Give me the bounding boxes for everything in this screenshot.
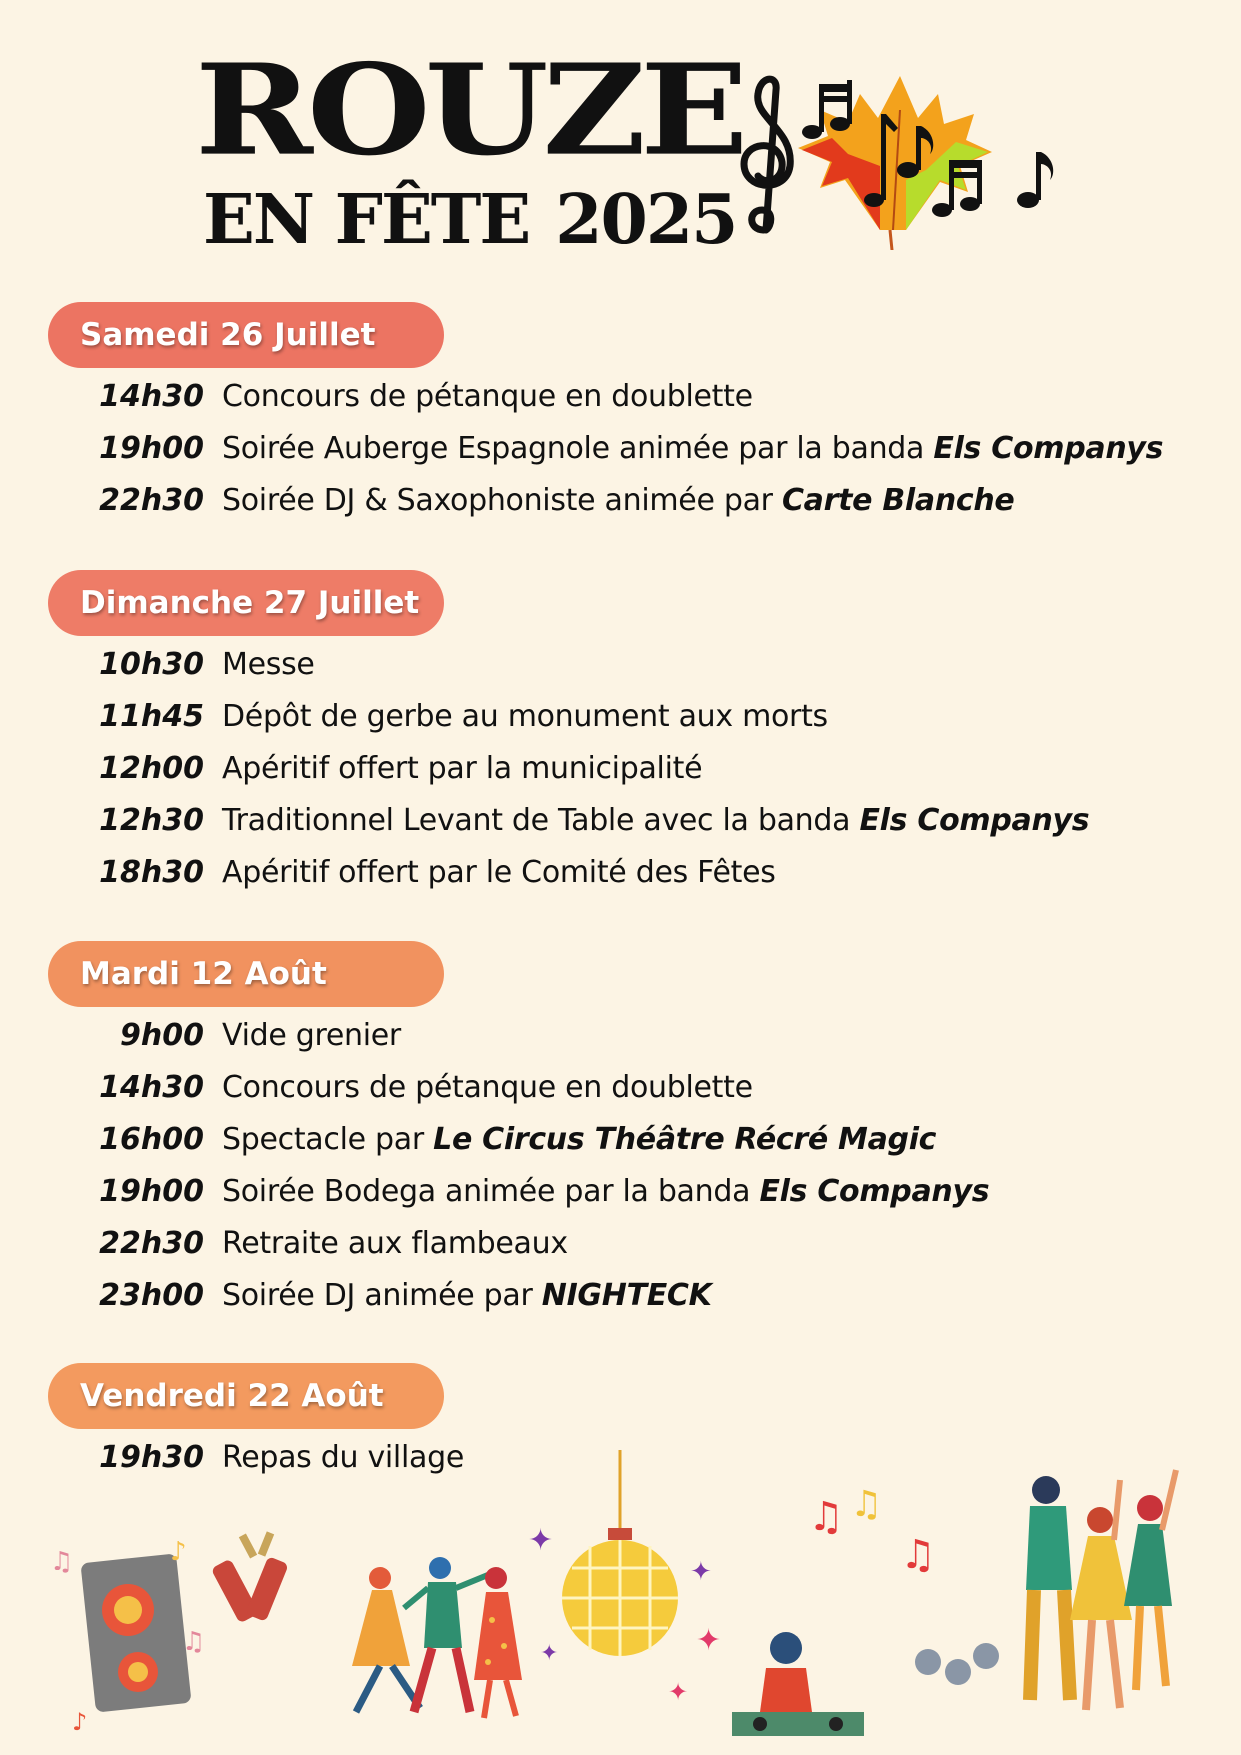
list-item <box>0 795 1241 847</box>
event-description: Messe <box>222 647 315 682</box>
page-subtitle <box>203 180 737 260</box>
treble-clef-icon <box>744 79 790 230</box>
music-notes-leaf-icon <box>730 70 1070 250</box>
event-list-day-2 <box>0 639 1241 899</box>
champagne-bottles-icon <box>211 1531 289 1623</box>
event-list-day-1 <box>0 371 1241 527</box>
list-item <box>0 639 1241 691</box>
event-time: 12h30 <box>99 803 204 838</box>
event-time: 14h30 <box>99 1070 204 1105</box>
svg-text:✦: ✦ <box>528 1523 554 1558</box>
event-description: Soirée Bodega animée par la banda Els Companys <box>222 1174 990 1209</box>
event-description: Repas du village <box>222 1440 464 1475</box>
event-time: 11h45 <box>99 699 204 734</box>
event-description: Soirée Auberge Espagnole animée par la banda Els Companys <box>222 431 1164 466</box>
event-description: Soirée DJ & Saxophoniste animée par Carte Blanche <box>222 483 1015 518</box>
list-item <box>0 743 1241 795</box>
dj-icon <box>732 1484 936 1736</box>
svg-text:♪: ♪ <box>170 1537 187 1567</box>
party-crowd-icon <box>1026 1470 1176 1710</box>
list-item <box>0 1114 1241 1166</box>
svg-text:♫: ♫ <box>50 1547 74 1577</box>
festival-illustrations <box>0 1450 1241 1750</box>
list-item <box>0 423 1241 475</box>
event-description: Spectacle par Le Circus Théâtre Récré Magic <box>222 1122 937 1157</box>
event-description: Traditionnel Levant de Table avec la banda Els Companys <box>222 803 1090 838</box>
subtitle-year: 2025 <box>555 180 737 260</box>
svg-text:♪: ♪ <box>72 1708 88 1736</box>
event-performer: Le Circus Théâtre Récré Magic <box>433 1122 937 1157</box>
svg-text:✦: ✦ <box>668 1678 689 1706</box>
list-item <box>0 371 1241 423</box>
dancing-people-icon <box>352 1557 522 1718</box>
svg-text:✦: ✦ <box>540 1641 559 1666</box>
list-item <box>0 1166 1241 1218</box>
event-description: Retraite aux flambeaux <box>222 1226 568 1261</box>
event-time: 14h30 <box>99 379 204 414</box>
subtitle-en-fete: EN FÊTE <box>203 180 530 260</box>
svg-text:✦: ✦ <box>690 1557 712 1587</box>
day-header-vendredi: Vendredi 22 Août <box>48 1363 444 1429</box>
svg-text:✦: ✦ <box>696 1623 722 1658</box>
event-description: Apéritif offert par le Comité des Fêtes <box>222 855 776 890</box>
list-item <box>0 1270 1241 1322</box>
event-time: 22h30 <box>99 483 204 518</box>
event-time: 22h30 <box>99 1226 204 1261</box>
event-performer: NIGHTECK <box>541 1278 712 1313</box>
event-time: 19h00 <box>99 1174 204 1209</box>
event-performer: Els Companys <box>933 431 1164 466</box>
list-item <box>0 691 1241 743</box>
day-header-dimanche: Dimanche 27 Juillet <box>48 570 444 636</box>
event-description: Apéritif offert par la municipalité <box>222 751 703 786</box>
event-performer: Els Companys <box>759 1174 990 1209</box>
event-time: 18h30 <box>99 855 204 890</box>
svg-text:♫: ♫ <box>808 1494 844 1540</box>
event-performer: Els Companys <box>859 803 1090 838</box>
event-time: 23h00 <box>99 1278 204 1313</box>
list-item <box>0 1062 1241 1114</box>
day-header-samedi: Samedi 26 Juillet <box>48 302 444 368</box>
petanque-balls-icon <box>915 1643 999 1685</box>
event-time: 9h00 <box>120 1018 204 1053</box>
day-header-mardi: Mardi 12 Août <box>48 941 444 1007</box>
event-description: Vide grenier <box>222 1018 401 1053</box>
event-description: Concours de pétanque en doublette <box>222 1070 753 1105</box>
page-title: ROUZE <box>195 37 743 184</box>
list-item <box>0 475 1241 527</box>
event-time: 10h30 <box>99 647 204 682</box>
svg-text:♫: ♫ <box>900 1532 936 1578</box>
event-description: Concours de pétanque en doublette <box>222 379 753 414</box>
event-description: Dépôt de gerbe au monument aux morts <box>222 699 828 734</box>
disco-ball-icon <box>528 1450 721 1706</box>
event-description: Soirée DJ animée par NIGHTECK <box>222 1278 712 1313</box>
event-performer: Carte Blanche <box>781 483 1015 518</box>
event-time: 16h00 <box>99 1122 204 1157</box>
svg-text:♫: ♫ <box>850 1484 883 1525</box>
speaker-icon <box>50 1537 205 1736</box>
list-item <box>0 1218 1241 1270</box>
event-time: 12h00 <box>99 751 204 786</box>
event-list-day-3 <box>0 1010 1241 1322</box>
svg-text:♫: ♫ <box>182 1627 206 1657</box>
list-item <box>0 847 1241 899</box>
list-item <box>0 1010 1241 1062</box>
event-time: 19h00 <box>99 431 204 466</box>
event-time: 19h30 <box>99 1440 204 1475</box>
